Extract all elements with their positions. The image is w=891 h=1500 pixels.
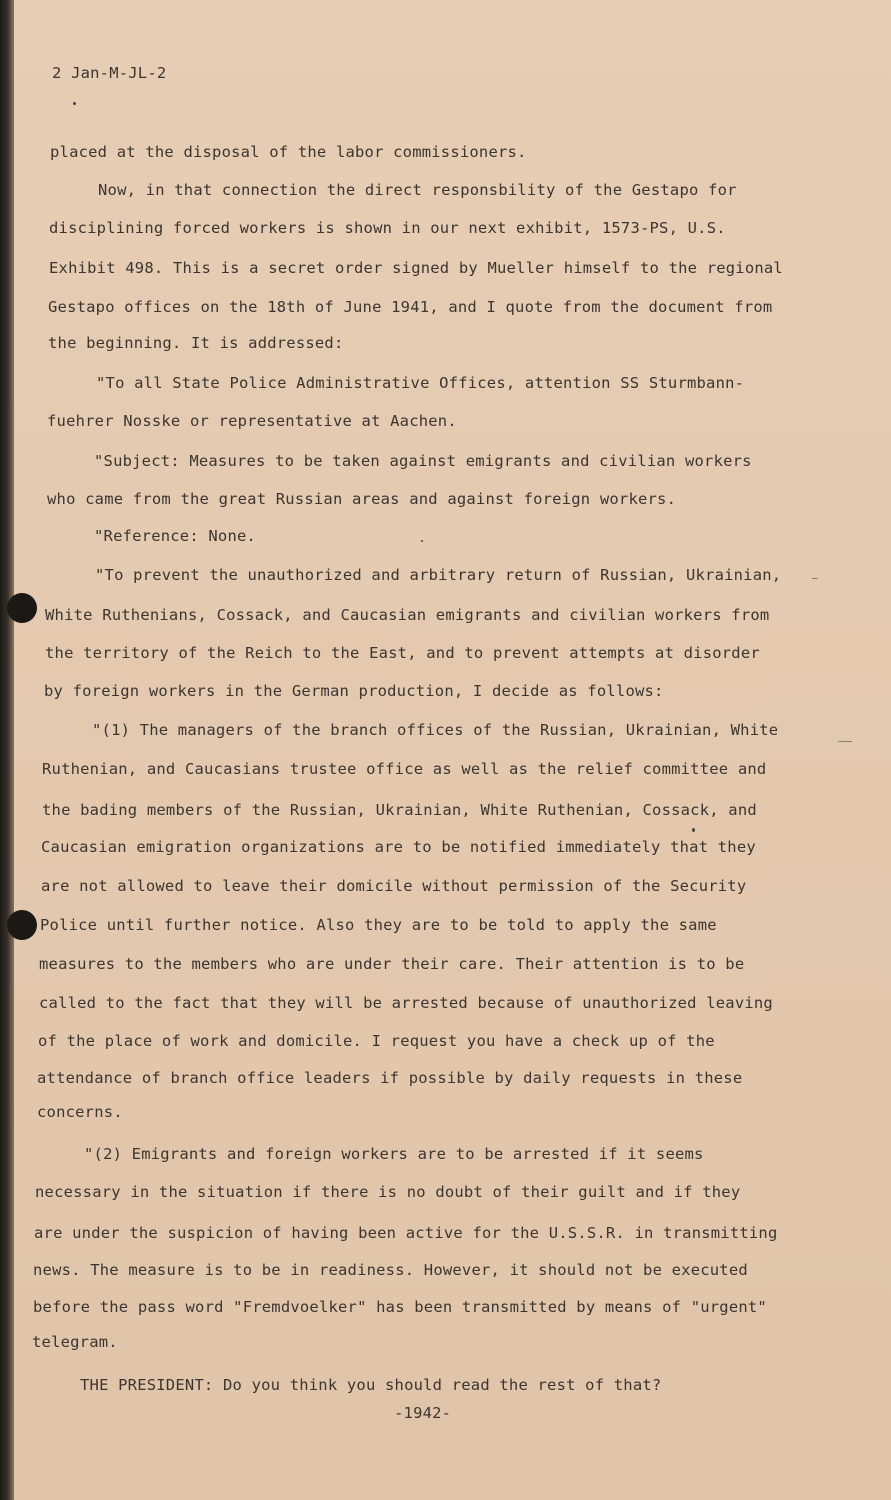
text-line: "Reference: None. [94, 527, 257, 545]
text-line: who came from the great Russian areas and against foreign workers. [47, 490, 677, 508]
text-line: called to the fact that they will be arrested because of unauthorized leaving [39, 994, 773, 1012]
text-line: fuehrer Nosske or representative at Aachen. [47, 412, 457, 430]
text-line: "To prevent the unauthorized and arbitrary return of Russian, Ukrainian, [95, 566, 782, 584]
margin-mark [838, 741, 852, 742]
text-line: placed at the disposal of the labor commissioners. [50, 143, 527, 161]
text-line: Exhibit 498. This is a secret order signed by Mueller himself to the regional [49, 259, 783, 277]
text-line: the territory of the Reich to the East, and to prevent attempts at disorder [45, 644, 760, 662]
margin-mark [812, 578, 818, 579]
text-line: White Ruthenians, Cossack, and Caucasian emigrants and civilian workers from [45, 606, 770, 624]
text-line: "Subject: Measures to be taken against emigrants and civilian workers [94, 452, 752, 470]
punch-hole-upper [7, 593, 37, 623]
punch-hole-lower [7, 910, 37, 940]
text-line: news. The measure is to be in readiness. However, it should not be executed [33, 1261, 748, 1279]
ink-speck [73, 102, 76, 105]
text-line: of the place of work and domicile. I request you have a check up of the [38, 1032, 715, 1050]
text-line: Police until further notice. Also they are to be told to apply the same [40, 916, 717, 934]
text-line: "(1) The managers of the branch offices of the Russian, Ukrainian, White [92, 721, 779, 739]
text-line: Gestapo offices on the 18th of June 1941, and I quote from the document from [48, 298, 773, 316]
text-line: Caucasian emigration organizations are to be notified immediately that they [41, 838, 756, 856]
ink-speck [421, 540, 423, 542]
document-reference: 2 Jan-M-JL-2 [52, 64, 167, 82]
ink-speck [692, 828, 695, 832]
text-line: "To all State Police Administrative Offices, attention SS Sturmbann- [96, 374, 745, 392]
text-line: the bading members of the Russian, Ukrainian, White Ruthenian, Cossack, and [42, 801, 757, 819]
text-line: attendance of branch office leaders if possible by daily requests in these [37, 1069, 743, 1087]
text-line: telegram. [32, 1333, 118, 1351]
text-line: are under the suspicion of having been active for the U.S.S.R. in transmitting [34, 1224, 778, 1242]
text-line: Ruthenian, and Caucasians trustee office as well as the relief committee and [42, 760, 767, 778]
binding-edge [0, 0, 14, 1500]
text-line: necessary in the situation if there is no doubt of their guilt and if they [35, 1183, 741, 1201]
text-line: before the pass word "Fremdvoelker" has been transmitted by means of "urgent" [33, 1298, 767, 1316]
text-line: disciplining forced workers is shown in our next exhibit, 1573-PS, U.S. [49, 219, 726, 237]
text-line: "(2) Emigrants and foreign workers are to be arrested if it seems [84, 1145, 704, 1163]
text-line: concerns. [37, 1103, 123, 1121]
text-line: are not allowed to leave their domicile without permission of the Security [41, 877, 747, 895]
text-line: by foreign workers in the German production, I decide as follows: [44, 682, 664, 700]
text-line: the beginning. It is addressed: [48, 334, 344, 352]
text-line: Now, in that connection the direct responsbility of the Gestapo for [98, 181, 737, 199]
page-number: -1942- [394, 1404, 452, 1422]
text-line: THE PRESIDENT: Do you think you should read the rest of that? [80, 1376, 662, 1394]
text-line: measures to the members who are under their care. Their attention is to be [39, 955, 745, 973]
